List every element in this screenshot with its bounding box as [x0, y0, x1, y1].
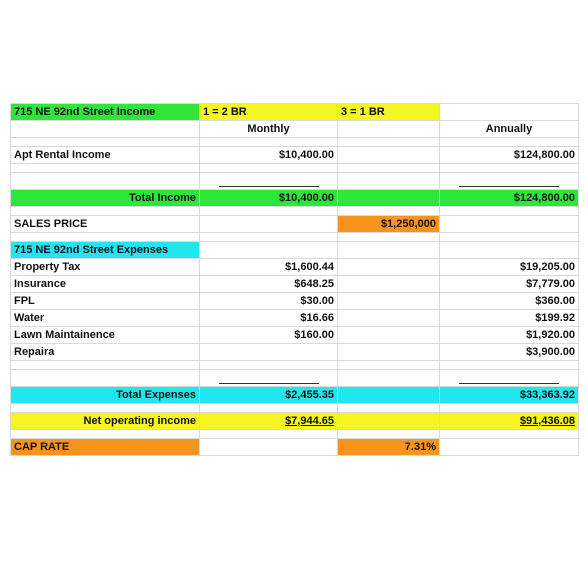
empty-cell[interactable]: [338, 413, 440, 430]
net-income-row: [11, 413, 579, 430]
rental-income-annually[interactable]: $124,800.00: [440, 147, 579, 164]
annually-header[interactable]: Annually: [440, 121, 579, 138]
net-income-monthly[interactable]: $7,944.65: [200, 413, 338, 430]
sum-rule: [219, 176, 319, 187]
empty-cell[interactable]: [338, 190, 440, 207]
empty-cell[interactable]: [440, 104, 579, 121]
net-income-label[interactable]: Net operating income: [11, 413, 200, 430]
expense-annually[interactable]: $1,920.00: [440, 327, 579, 344]
spacer-row: [11, 404, 579, 413]
rental-income-row: [11, 147, 579, 164]
expense-row: [11, 310, 579, 327]
expense-row: [11, 327, 579, 344]
rental-income-label[interactable]: Apt Rental Income: [11, 147, 200, 164]
cap-rate-value[interactable]: 7.31%: [338, 439, 440, 456]
empty-cell[interactable]: [338, 387, 440, 404]
expense-monthly[interactable]: $1,600.44: [200, 259, 338, 276]
spacer-row: [11, 361, 579, 370]
expense-label[interactable]: Insurance: [11, 276, 200, 293]
expense-monthly[interactable]: $648.25: [200, 276, 338, 293]
spacer-row: [11, 138, 579, 147]
expense-annually[interactable]: $360.00: [440, 293, 579, 310]
empty-cell[interactable]: [440, 216, 579, 233]
rental-income-monthly[interactable]: $10,400.00: [200, 147, 338, 164]
net-income-annually[interactable]: $91,436.08: [440, 413, 579, 430]
monthly-header[interactable]: Monthly: [200, 121, 338, 138]
total-expenses-label[interactable]: Total Expenses: [11, 387, 200, 404]
total-expenses-row: [11, 387, 579, 404]
expense-label[interactable]: FPL: [11, 293, 200, 310]
sum-rule: [459, 373, 559, 384]
sales-price-label[interactable]: SALES PRICE: [11, 216, 200, 233]
expense-monthly[interactable]: $160.00: [200, 327, 338, 344]
empty-cell[interactable]: [440, 439, 579, 456]
spacer-row: [11, 430, 579, 439]
expenses-header-row: [11, 242, 579, 259]
total-income-annually[interactable]: $124,800.00: [440, 190, 579, 207]
expense-row: [11, 344, 579, 361]
column-header-row: [11, 121, 579, 138]
spacer-row: [11, 164, 579, 173]
total-income-row: [11, 190, 579, 207]
expense-annually[interactable]: $7,779.00: [440, 276, 579, 293]
expense-label[interactable]: Repaira: [11, 344, 200, 361]
empty-cell[interactable]: [338, 147, 440, 164]
expense-monthly[interactable]: $30.00: [200, 293, 338, 310]
empty-cell[interactable]: [200, 439, 338, 456]
expenses-header-cell[interactable]: 715 NE 92nd Street Expenses: [11, 242, 200, 259]
expense-monthly[interactable]: $16.66: [200, 310, 338, 327]
expense-label[interactable]: Property Tax: [11, 259, 200, 276]
income-header-row: [11, 104, 579, 121]
rule-row: [11, 370, 579, 387]
expense-label[interactable]: Water: [11, 310, 200, 327]
unit-b-cell[interactable]: 3 = 1 BR: [338, 104, 440, 121]
expense-annually[interactable]: $199.92: [440, 310, 579, 327]
total-expenses-monthly[interactable]: $2,455.35: [200, 387, 338, 404]
sales-price-value[interactable]: $1,250,000: [338, 216, 440, 233]
expense-monthly[interactable]: [200, 344, 338, 361]
expense-annually[interactable]: $19,205.00: [440, 259, 579, 276]
expense-row: [11, 293, 579, 310]
spreadsheet: [10, 103, 579, 456]
empty-cell[interactable]: [200, 216, 338, 233]
total-income-label[interactable]: Total Income: [11, 190, 200, 207]
expense-row: [11, 276, 579, 293]
empty-cell[interactable]: [11, 121, 200, 138]
spacer-row: [11, 233, 579, 242]
income-header-cell[interactable]: 715 NE 92nd Street Income: [11, 104, 200, 121]
expense-label[interactable]: Lawn Maintainence: [11, 327, 200, 344]
cap-rate-row: [11, 439, 579, 456]
unit-a-cell[interactable]: 1 = 2 BR: [200, 104, 338, 121]
sum-rule: [459, 176, 559, 187]
expense-row: [11, 259, 579, 276]
expense-annually[interactable]: $3,900.00: [440, 344, 579, 361]
rule-row: [11, 173, 579, 190]
sales-price-row: [11, 216, 579, 233]
spacer-row: [11, 207, 579, 216]
cap-rate-label[interactable]: CAP RATE: [11, 439, 200, 456]
total-income-monthly[interactable]: $10,400.00: [200, 190, 338, 207]
empty-cell[interactable]: [338, 121, 440, 138]
total-expenses-annually[interactable]: $33,363.92: [440, 387, 579, 404]
sum-rule: [219, 373, 319, 384]
